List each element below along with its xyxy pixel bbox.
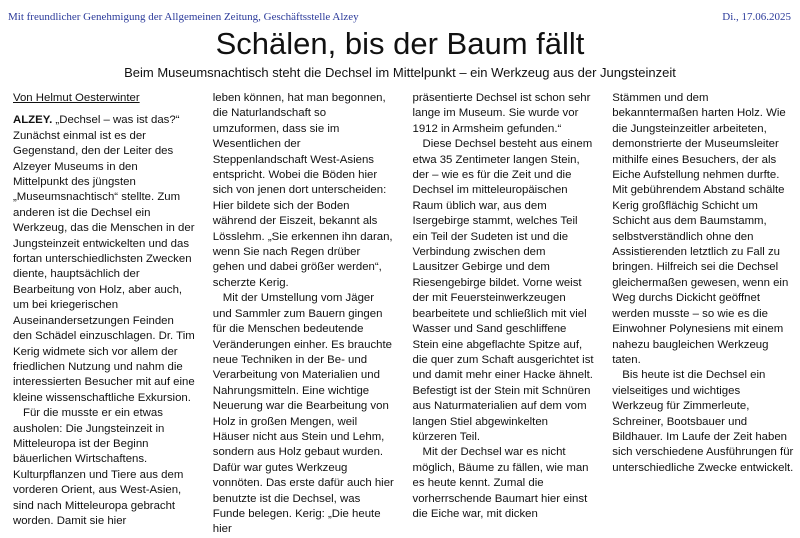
paragraph: Mit der Dechsel war es nicht möglich, Bäume zu fällen, wie man es heute kennt. Zumal die vorherrschende Baumart hier einst die Eiche war, mit dicken — [412, 446, 589, 520]
text-column-1 — [13, 91, 195, 527]
byline: Von Helmut Oesterwinter — [13, 92, 140, 104]
paragraph: Mit der Umstellung vom Jäger und Sammler zum Bauern gingen für die Menschen bedeutende Veränderungen einher. Es brauchte neue Techniken in der Be- und Verarbeitung von Materialien und Nahrungsmitteln. Eine wichtige Neuerung war die Bearbeitung von Holz in großen Mengen, weil Häuser nicht aus Stein und Lehm, sondern aus Holz gebaut wurden. Dafür war gutes Werkzeug vonnöten. Das erste dafür auch hier benutzte ist die Dechsel, was Funde belegen. Kerig: „Die heute hier — [212, 292, 394, 536]
dateline: ALZEY. — [13, 114, 53, 127]
text-column-2 — [212, 91, 395, 536]
paragraph: Diese Dechsel besteht aus einem etwa 35 Zentimeter langen Stein, der – wie es für die Zeit und die Dechsel im mitteleuropäischen Raum üblich war, aus dem Isergebirge stammt, welches Teil ein Teil der Sudeten ist und die Verbindung zwischen dem Lausitzer Gebirge und dem Riesengebirge bildet. Vorne weist der mit Feuersteinwerkzeugen bearbeitete und schließlich mit viel Wasser und Sand geschliffene Stein eine abgeflachte Spitze auf, die quer zum Schaft ausgerichtet ist und damit mehr einer Hacke ähnelt. Befestigt ist der Stein mit Schnüren aus Naturmaterialien auf dem vom langen Stiel abgewinkelten kürzeren Teil. — [412, 138, 594, 443]
paragraph: Bis heute ist die Dechsel ein vielseitiges und wichtiges Werkzeug für Zimmerleute, Schreiner, Bootsbauer und Bildhauer. Im Laufe der Zeit haben sich verschiedene Ausführungen für unterschiedliche Zwecke entwickelt. — [612, 369, 794, 474]
text-column-3 — [412, 91, 595, 520]
article-body — [13, 91, 794, 536]
publication-date: Di., 17.06.2025 — [722, 11, 791, 23]
paragraph: Für die musste er ein etwas ausholen: Die Jungsteinzeit in Mitteleuropa ist der Beginn bäuerlichen Wirtschaftens. Kulturpflanzen und Tiere aus dem vorderen Orient, aus West-Asien, sind nach Mitteleuropa gebracht worden. Damit sie hier — [13, 407, 184, 527]
paragraph: präsentierte Dechsel ist schon sehr lange im Museum. Sie wurde vor 1912 in Armsheim gefunden.“ — [412, 92, 591, 135]
article-headline: Schälen, bis der Baum fällt — [215, 26, 585, 61]
paragraph: leben können, hat man begonnen, die Naturlandschaft so umzuformen, dass sie im Wesentlichen der Steppenlandschaft West-Asiens entspricht. Wobei die Böden hier sich von jenen dort unterscheiden: Hier bildete sich der Boden während der Eiszeit, bekannt als Lösslehm. „Sie erkennen ihn daran, wenn Sie nach Regen drüber gehen und dabei größer werden“, scherzte Kerig. — [212, 92, 393, 289]
courtesy-note: Mit freundlicher Genehmigung der Allgemeinen Zeitung, Geschäftsstelle Alzey — [8, 11, 359, 23]
paragraph-text: „Dechsel – was ist das?“ Zunächst einmal ist es der Gegenstand, den der Leiter des Alzeyer Museums in den Mittelpunkt des jüngsten „Museumsnachtisch“ stellte. Zum anderen ist die Dechsel ein Werkzeug, das die Menschen in der Jungsteinzeit entwickelten und das fortan unterschiedlichsten Zwecken diente, hauptsächlich der Bearbeitung von Holz, aber auch, um bei kriegerischen Auseinandersetzungen Feinden den Schädel einzuschlagen. Dr. Tim Kerig widmete sich vor allem der friedlichen Nutzung und nahm die interessierten Besucher mit auf eine kleine wissenschaftliche Exkursion. — [13, 114, 195, 404]
paragraph — [13, 113, 195, 406]
text-column-4 — [612, 91, 794, 511]
article-subheadline: Beim Museumsnachtisch steht die Dechsel im Mittelpunkt – ein Werkzeug aus der Jungsteinzeit — [124, 65, 676, 80]
paragraph: Stämmen und dem bekanntermaßen harten Holz. Wie die Jungsteinzeitler arbeiteten, demonstrierte der Museumsleiter mithilfe eines Besuchers, der als Eiche Aufstellung nehmen durfte. Mit gebührendem Abstand schälte Kerig großflächig Schicht um Schicht aus dem Baumstamm, selbstverständlich ohne den Assistierenden letztlich zu Fall zu bringen. Hilfreich sei die Dechsel gleichermaßen gewesen, wenn ein Weg durchs Dickicht geöffnet werden musste – so wie es die Einwohner Polynesiens mit einem nahezu baugleichen Werkzeug taten. — [612, 92, 789, 366]
